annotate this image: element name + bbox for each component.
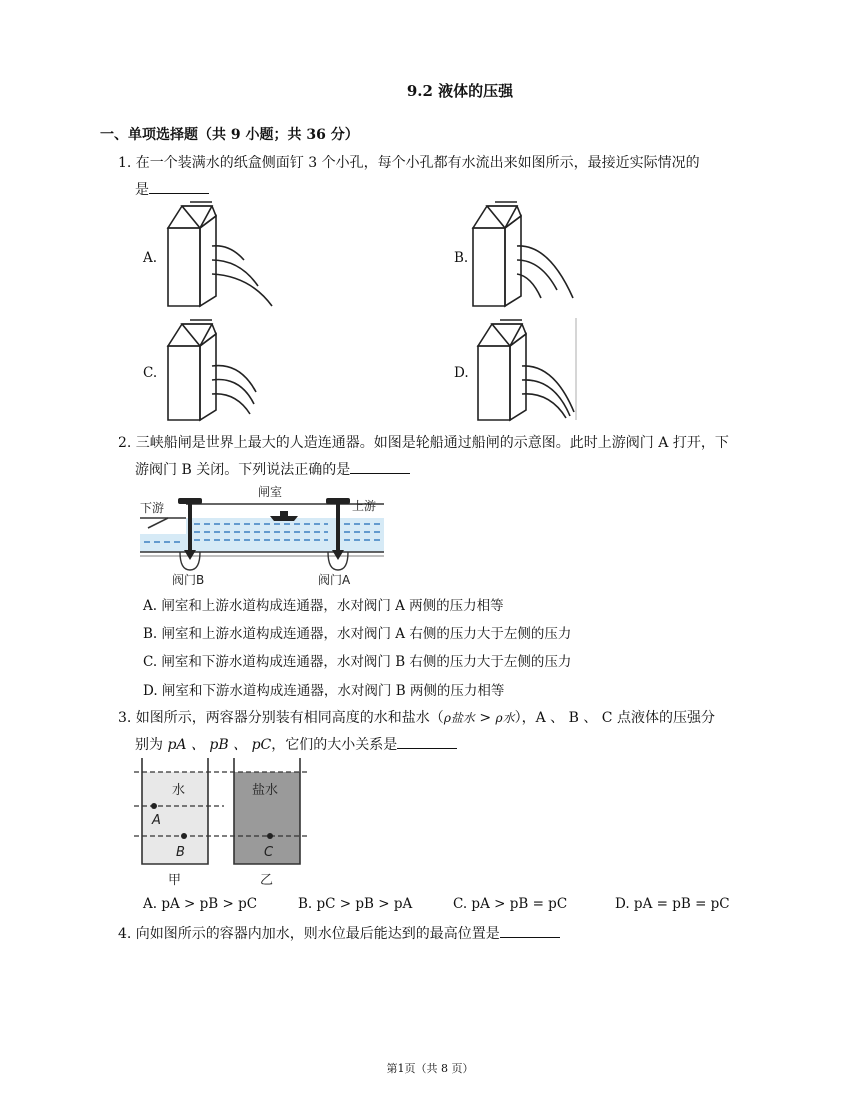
label-downstream: 下游 xyxy=(140,501,165,515)
containers-figure xyxy=(134,758,314,894)
question-3-line2: 别为 pA 、 pB 、 pC，它们的大小关系是 xyxy=(135,732,457,759)
label-point-c: C xyxy=(264,845,274,860)
q1-option-c-figure xyxy=(160,316,280,424)
question-2-line1: 2. 三峡船闸是世界上最大的人造连通器。如图是轮船通过船闸的示意图。此时上游阀门 A 打开，下 xyxy=(118,435,729,451)
q3-option-b: B. pC > pB > pA xyxy=(298,896,413,912)
q1-option-c-label: C. xyxy=(143,365,158,381)
answer-blank xyxy=(397,734,457,749)
question-1-line2: 是 xyxy=(135,177,209,204)
label-salt-water: 盐水 xyxy=(252,783,279,798)
answer-blank xyxy=(149,179,209,194)
q1-option-a-label: A. xyxy=(143,250,158,266)
q1-option-a-figure xyxy=(160,198,280,310)
q2-option-b: B. 闸室和上游水道构成连通器，水对阀门 A 右侧的压力大于左侧的压力 xyxy=(143,626,572,642)
q1-option-b-figure xyxy=(465,198,585,310)
q1-option-b-label: B. xyxy=(454,250,469,266)
question-3-line1: 3. 如图所示，两容器分别装有相同高度的水和盐水（ρ盐水 > ρ水），A 、 B 、 C 点液体的压强分 xyxy=(118,710,715,726)
q3-option-c: C. pA > pB = pC xyxy=(453,896,568,912)
q2-option-d: D. 闸室和下游水道构成连通器，水对阀门 B 两侧的压力相等 xyxy=(143,683,505,699)
label-valve-a: 阀门A xyxy=(318,573,351,587)
section-heading: 一、单项选择题（共 9 小题；共 36 分） xyxy=(100,127,359,143)
answer-blank xyxy=(350,459,410,474)
label-valve-b: 阀门B xyxy=(172,573,205,587)
label-point-b: B xyxy=(176,845,185,860)
question-1-line1: 1. 在一个装满水的纸盒侧面钉 3 个小孔，每个小孔都有水流出来如图所示，最接近实际情况的 xyxy=(118,155,700,171)
label-upstream: 上游 xyxy=(352,499,377,513)
answer-blank xyxy=(500,923,560,938)
q2-option-c: C. 闸室和下游水道构成连通器，水对阀门 B 右侧的压力大于左侧的压力 xyxy=(143,654,572,670)
label-chamber: 闸室 xyxy=(258,485,283,499)
q1-option-d-figure xyxy=(470,316,590,424)
label-point-a: A xyxy=(152,813,161,828)
question-2-line2: 游阀门 B 关闭。下列说法正确的是 xyxy=(135,457,410,484)
label-yi: 乙 xyxy=(260,873,274,888)
question-4: 4. 向如图所示的容器内加水，则水位最后能达到的最高位置是 xyxy=(118,921,560,948)
ship-lock-figure xyxy=(138,484,388,588)
q1-option-d-label: D. xyxy=(454,365,469,381)
label-jia: 甲 xyxy=(168,873,182,888)
q3-option-a: A. pA > pB > pC xyxy=(143,896,258,912)
label-water: 水 xyxy=(172,783,186,798)
page-footer: 第1页（共 8 页） xyxy=(386,1062,474,1075)
page-title: 9.2 液体的压强 xyxy=(406,82,514,100)
q3-option-d: D. pA = pB = pC xyxy=(615,896,730,912)
q2-option-a: A. 闸室和上游水道构成连通器，水对阀门 A 两侧的压力相等 xyxy=(143,598,504,614)
